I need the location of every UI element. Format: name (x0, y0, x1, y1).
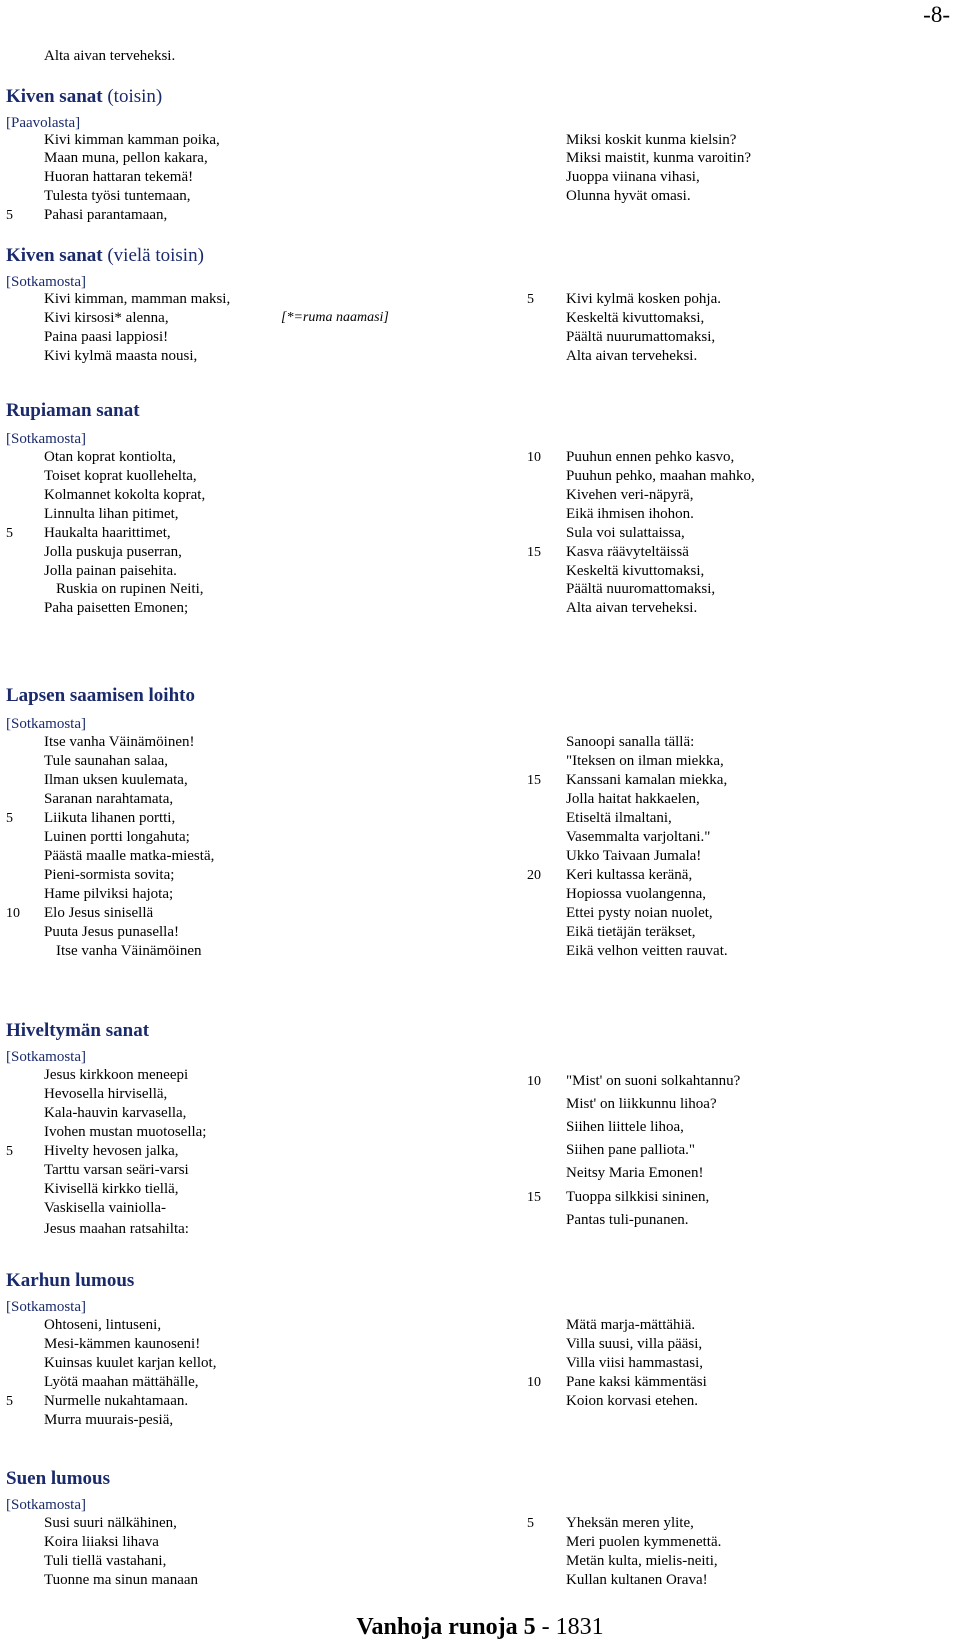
verse-line-left: Susi suuri nälkähinen, (44, 1515, 177, 1531)
section-title (6, 685, 195, 707)
verse-line-left: Tuonne ma sinun manaan (44, 1572, 199, 1588)
verse-line-left: Päästä maalle matka-miestä, (44, 848, 215, 864)
line-number: 20 (527, 868, 541, 883)
line-number: 15 (527, 545, 541, 560)
verse-line-left: Itse vanha Väinämöinen! (44, 734, 195, 750)
section-title-main: Rupiaman sanat (6, 400, 140, 421)
section-source: [Sotkamosta] (6, 1497, 86, 1513)
verse-line-left: Murra muurais-pesiä, (44, 1412, 174, 1428)
verse-line-right: Keskeltä kivuttomaksi, (566, 310, 705, 326)
line-number: 5 (527, 1516, 534, 1531)
verse-line-left: Toiset koprat kuollehelta, (44, 468, 197, 484)
line-number: 15 (527, 1190, 541, 1205)
section-source: [Sotkamosta] (6, 716, 86, 732)
verse-line-left: Linnulta lihan pitimet, (44, 506, 179, 522)
verse-line-left: Itse vanha Väinämöinen (56, 943, 202, 959)
verse-line-left: Nurmelle nukahtamaan. (44, 1393, 189, 1409)
verse-line-left: Lyötä maahan mättähälle, (44, 1374, 199, 1390)
section-title-main: Hiveltymän sanat (6, 1020, 150, 1041)
verse-line-left: Kivi kirsosi* alenna, (44, 310, 169, 326)
verse-line-right: Eikä velhon veitten rauvat. (566, 943, 728, 959)
verse-line-right: Kivehen veri-näpyrä, (566, 487, 694, 503)
verse-line-right: Vasemmalta varjoltani." (566, 829, 711, 845)
section-title-main: Kiven sanat (6, 245, 103, 266)
verse-line-right: Hopiossa vuolangenna, (566, 886, 706, 902)
verse-line-left: Hame pilviksi hajota; (44, 886, 174, 902)
line-number: 10 (6, 906, 20, 921)
verse-line-left: Pieni-sormista sovita; (44, 867, 175, 883)
verse-line-left: Kivi kylmä maasta nousi, (44, 348, 198, 364)
verse-line-right: Olunna hyvät omasi. (566, 188, 691, 204)
verse-line-right: Kasva räävyteltäissä (566, 544, 689, 560)
verse-line-left: Kivisellä kirkko tiellä, (44, 1181, 179, 1197)
verse-line-left: Puuta Jesus punasella! (44, 924, 179, 940)
verse-line-right: Tuoppa silkkisi sininen, (566, 1189, 710, 1205)
footer-title: Vanhoja runoja 5 (356, 1614, 536, 1640)
verse-line-right: Päältä nuurumattomaksi, (566, 329, 716, 345)
section-title (6, 1270, 134, 1292)
line-number: 10 (527, 450, 541, 465)
verse-line-right: Siihen liittele lihoa, (566, 1119, 684, 1135)
section-title (6, 1468, 110, 1490)
verse-line-right: Ukko Taivaan Jumala! (566, 848, 702, 864)
verse-line-right: Neitsy Maria Emonen! (566, 1165, 704, 1181)
verse-line-left: Koira liiaksi lihava (44, 1534, 159, 1550)
verse-line-right: Jolla haitat hakkaelen, (566, 791, 700, 807)
section-source: [Sotkamosta] (6, 1049, 86, 1065)
intro-line: Alta aivan terveheksi. (44, 48, 176, 64)
verse-line-right: Siihen pane palliota." (566, 1142, 696, 1158)
section-source: [Sotkamosta] (6, 1299, 86, 1315)
verse-line-left: Pahasi parantamaan, (44, 207, 168, 223)
verse-line-right: Kivi kylmä kosken pohja. (566, 291, 721, 307)
verse-line-left: Tule saunahan salaa, (44, 753, 168, 769)
verse-line-left: Tuli tiellä vastahani, (44, 1553, 167, 1569)
verse-line-left: Kuinsas kuulet karjan kellot, (44, 1355, 217, 1371)
footer-year: - 1831 (535, 1614, 604, 1640)
verse-line-left: Mesi-kämmen kaunoseni! (44, 1336, 201, 1352)
verse-line-right: Keskeltä kivuttomaksi, (566, 563, 705, 579)
verse-line-right: Etiseltä ilmaltani, (566, 810, 672, 826)
line-number: 5 (6, 1394, 13, 1409)
verse-line-left: Vaskisella vainiolla- (44, 1200, 167, 1216)
line-number: 5 (6, 526, 13, 541)
verse-line-left: Ruskia on rupinen Neiti, (56, 581, 204, 597)
verse-line-right: Miksi maistit, kunma varoitin? (566, 150, 751, 166)
verse-line-right: Villa suusi, villa pääsi, (566, 1336, 703, 1352)
verse-line-left: Kala-hauvin karvasella, (44, 1105, 187, 1121)
verse-line-right: Alta aivan terveheksi. (566, 600, 698, 616)
verse-line-left: Tarttu varsan seäri-varsi (44, 1162, 189, 1178)
verse-line-left: Otan koprat kontiolta, (44, 449, 177, 465)
verse-line-right: Puuhun pehko, maahan mahko, (566, 468, 755, 484)
section-title (6, 1020, 149, 1042)
verse-line-left: Jesus maahan ratsahilta: (44, 1221, 189, 1237)
verse-line-left: Paina paasi lappiosi! (44, 329, 169, 345)
verse-line-left: Jolla puskuja puserran, (44, 544, 182, 560)
section-title-main: Kiven sanat (6, 86, 103, 107)
verse-line-right: Sula voi sulattaissa, (566, 525, 685, 541)
verse-line-left: Elo Jesus sinisellä (44, 905, 154, 921)
verse-line-left: Ivohen mustan muotosella; (44, 1124, 207, 1140)
verse-line-left: Luinen portti longahuta; (44, 829, 190, 845)
verse-line-left: Kolmannet kokolta koprat, (44, 487, 206, 503)
verse-line-right: Juoppa viinana vihasi, (566, 169, 700, 185)
verse-line-right: "Mist' on suoni solkahtannu? (566, 1073, 741, 1089)
verse-line-right: Päältä nuuromattomaksi, (566, 581, 716, 597)
verse-line-right: Koion korvasi etehen. (566, 1393, 699, 1409)
line-number: 5 (6, 208, 13, 223)
verse-line-right: Metän kulta, mielis-neiti, (566, 1553, 718, 1569)
verse-line-right: Eikä tietäjän teräkset, (566, 924, 696, 940)
section-title-qualifier: (vielä toisin) (102, 245, 204, 266)
verse-line-right: Yheksän meren ylite, (566, 1515, 694, 1531)
verse-line-right: Puuhun ennen pehko kasvo, (566, 449, 735, 465)
verse-line-right: "Iteksen on ilman miekka, (566, 753, 724, 769)
verse-line-left: Haukalta haarittimet, (44, 525, 171, 541)
line-number: 10 (527, 1375, 541, 1390)
verse-line-left: Liikuta lihanen portti, (44, 810, 176, 826)
verse-line-left: Ilman uksen kuulemata, (44, 772, 188, 788)
verse-line-right: Kullan kultanen Orava! (566, 1572, 708, 1588)
section-title (6, 86, 162, 108)
line-number: 5 (527, 292, 534, 307)
page-number: -8- (923, 2, 950, 27)
verse-line-right: Mist' on liikkunnu lihoa? (566, 1096, 717, 1112)
verse-line-right: Alta aivan terveheksi. (566, 348, 698, 364)
section-title (6, 245, 204, 267)
verse-line-left: Jolla painan paisehita. (44, 563, 177, 579)
verse-line-right: Eikä ihmisen ihohon. (566, 506, 694, 522)
section-source: [Paavolasta] (6, 115, 81, 131)
section-title (6, 400, 140, 422)
section-source: [Sotkamosta] (6, 431, 86, 447)
section-source: [Sotkamosta] (6, 274, 86, 290)
verse-line-left: Kivi kimman kamman poika, (44, 132, 220, 148)
verse-line-right: Meri puolen kymmenettä. (566, 1534, 722, 1550)
line-number: 5 (6, 811, 13, 826)
section-title-main: Karhun lumous (6, 1270, 135, 1291)
line-number: 10 (527, 1074, 541, 1089)
verse-line-left: Ohtoseni, lintuseni, (44, 1317, 162, 1333)
verse-line-left: Huoran hattaran tekemä! (44, 169, 194, 185)
verse-line-left: Kivi kimman, mamman maksi, (44, 291, 231, 307)
verse-line-left: Jesus kirkkoon meneepi (44, 1067, 189, 1083)
footer (0, 1614, 960, 1641)
verse-line-left: Maan muna, pellon kakara, (44, 150, 208, 166)
verse-line-right: Mätä marja-mättähiä. (566, 1317, 696, 1333)
section-title-main: Suen lumous (6, 1468, 111, 1489)
verse-line-right: Pantas tuli-punanen. (566, 1212, 689, 1228)
verse-line-left: Saranan narahtamata, (44, 791, 174, 807)
verse-line-right: Sanoopi sanalla tällä: (566, 734, 695, 750)
verse-line-right: Kanssani kamalan miekka, (566, 772, 728, 788)
line-number: 5 (6, 1144, 13, 1159)
section-title-main: Lapsen saamisen loihto (6, 685, 195, 706)
verse-line-right: Villa viisi hammastasi, (566, 1355, 703, 1371)
section-title-qualifier: (toisin) (102, 86, 163, 107)
verse-line-left: Hevosella hirvisellä, (44, 1086, 168, 1102)
verse-line-left: Tulesta työsi tuntemaan, (44, 188, 191, 204)
verse-line-left: Hivelty hevosen jalka, (44, 1143, 179, 1159)
line-number: 15 (527, 773, 541, 788)
verse-line-right: Ettei pysty noian nuolet, (566, 905, 713, 921)
verse-line-left: Paha paisetten Emonen; (44, 600, 189, 616)
verse-line-right: Keri kultassa keränä, (566, 867, 693, 883)
verse-line-right: Miksi koskit kunma kielsin? (566, 132, 737, 148)
verse-line-right: Pane kaksi kämmentäsi (566, 1374, 707, 1390)
footnote-annotation: [*=ruma naamasi] (281, 310, 389, 325)
